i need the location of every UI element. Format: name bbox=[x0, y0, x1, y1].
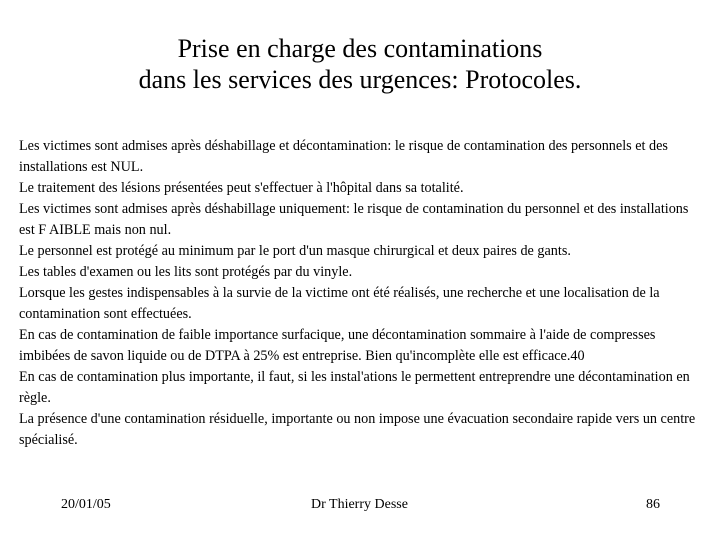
slide-title-line-1: Prise en charge des contaminations bbox=[177, 34, 543, 63]
footer-date: 20/01/05 bbox=[61, 497, 111, 512]
paragraph-4: Le personnel est protégé au minimum par le port d'un masque chirurgical et deux paires de gants. bbox=[19, 243, 571, 259]
footer-author: Dr Thierry Desse bbox=[311, 497, 408, 512]
paragraph-5: Les tables d'examen ou les lits sont protégés par du vinyle. bbox=[19, 264, 353, 280]
slide-title-line-2: dans les services des urgences: Protocoles. bbox=[138, 65, 582, 94]
paragraph-6: Lorsque les gestes indispensables à la survie de la victime ont été réalisés, une recherche et une localisation de la contamination sont effectuées. bbox=[19, 285, 660, 322]
paragraph-7: En cas de contamination de faible importance surfacique, une décontamination sommaire à l'aide de compresses imbibées de savon liquide ou de DTPA à 25% est entreprise. Bien qu'incomplète elle est efficace.40 bbox=[19, 327, 656, 364]
paragraph-8: En cas de contamination plus importante, il faut, si les instal'ations le permettent entreprendre une décontamination en règle. bbox=[19, 369, 690, 406]
footer-page-number: 86 bbox=[646, 497, 660, 512]
slide-body bbox=[19, 136, 699, 451]
paragraph-1: Les victimes sont admises après déshabillage et décontamination: le risque de contamination des personnels et des installations est NUL. bbox=[19, 138, 668, 175]
paragraph-9: La présence d'une contamination résiduelle, importante ou non impose une évacuation secondaire rapide vers un centre spécialisé. bbox=[19, 411, 696, 448]
slide-title bbox=[60, 33, 660, 95]
paragraph-3: Les victimes sont admises après déshabillage uniquement: le risque de contamination du personnel et des installations est F AIBLE mais non nul. bbox=[19, 201, 689, 238]
paragraph-2: Le traitement des lésions présentées peut s'effectuer à l'hôpital dans sa totalité. bbox=[19, 180, 464, 196]
